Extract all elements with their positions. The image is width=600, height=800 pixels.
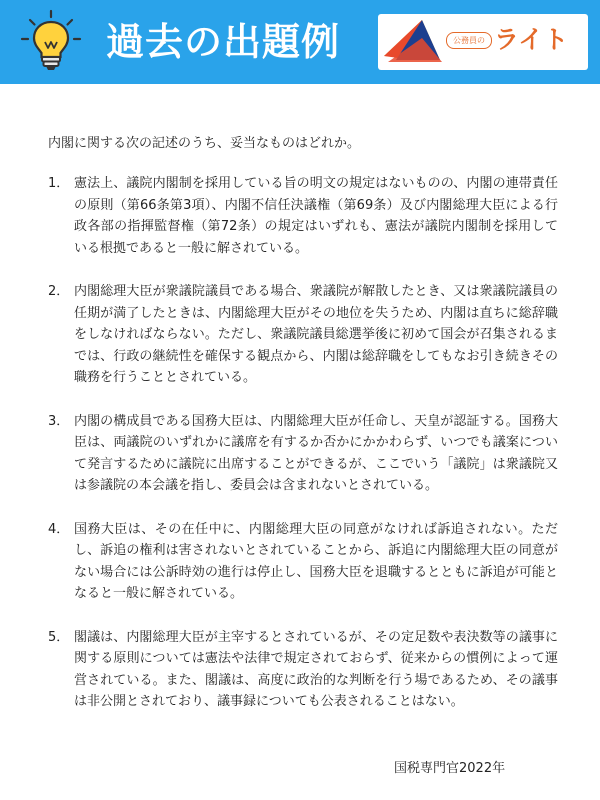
- logo-wordmark: ライト: [494, 25, 569, 54]
- logo-mark-icon: [382, 16, 446, 68]
- option-item: [48, 411, 558, 497]
- option-text: 憲法上、議院内閣制を採用している旨の明文の規定はないものの、内閣の連帯責任の原則（第66条第3項）、内閣不信任決議権（第69条）及び内閣総理大臣による行政各部の指揮監督権（第72条）の規定はいずれも、憲法が議院内閣制を採用している根拠であると一般に解されている。: [74, 176, 558, 256]
- option-number: 1．: [48, 176, 70, 191]
- option-text: 国務大臣は、その在任中に、内閣総理大臣の同意がなければ訴追されない。ただし、訴追の権利は害されないとされていることから、訴追に内閣総理大臣の同意がない場合には公訴時効の進行は停止し、国務大臣を退職するとともに訴追が可能となると一般に解されている。: [74, 521, 558, 601]
- option-text: 閣議は、内閣総理大臣が主宰するとされているが、その定足数や表決数等の議事に関する原則については憲法や法律で規定されておらず、従来からの慣例によって運営されている。また、閣議は、高度に政治的な判断を行う場であるため、その議事は非公開とされており、議事録についても公表されることはない。: [74, 629, 558, 709]
- option-number: 5．: [48, 629, 70, 645]
- option-text: 内閣総理大臣が衆議院議員である場合、衆議院が解散したとき、又は衆議院議員の任期が満了したときは、内閣総理大臣がその地位を失うため、内閣は直ちに総辞職をしなければならない。ただし、衆議院議員総選挙後に初めて国会が召集されるまでは、行政の継続性を確保する観点から、内閣は総辞職をしてもなお引き続きその職務を行うこととされている。: [74, 284, 558, 385]
- logo-tagline: 公務員の: [446, 32, 492, 49]
- option-item: [48, 627, 558, 713]
- question-block: [48, 134, 558, 735]
- option-number: 2．: [48, 284, 70, 299]
- question-text: 内閣に関する次の記述のうち、妥当なものはどれか。: [48, 136, 361, 151]
- exam-source: 国税専門官2022年: [394, 761, 506, 776]
- answer-options: [48, 173, 558, 713]
- option-number: 4．: [48, 521, 70, 537]
- option-item: [48, 173, 558, 259]
- lightbulb-icon: [18, 8, 84, 74]
- option-item: [48, 519, 558, 605]
- option-number: 3．: [48, 413, 70, 429]
- brand-logo: [378, 14, 588, 70]
- option-text: 内閣の構成員である国務大臣は、内閣総理大臣が任命し、天皇が認証する。国務大臣は、両議院のいずれかに議席を有するか否かにかかわらず、いつでも議案について発言するために議院に出席することができるが、ここでいう「議院」は衆議院又は参議院の本会議を指し、委員会は含まれないとされている。: [74, 413, 558, 493]
- option-item: [48, 281, 558, 389]
- page-title: 過去の出題例: [106, 20, 341, 64]
- header-banner: [0, 0, 600, 84]
